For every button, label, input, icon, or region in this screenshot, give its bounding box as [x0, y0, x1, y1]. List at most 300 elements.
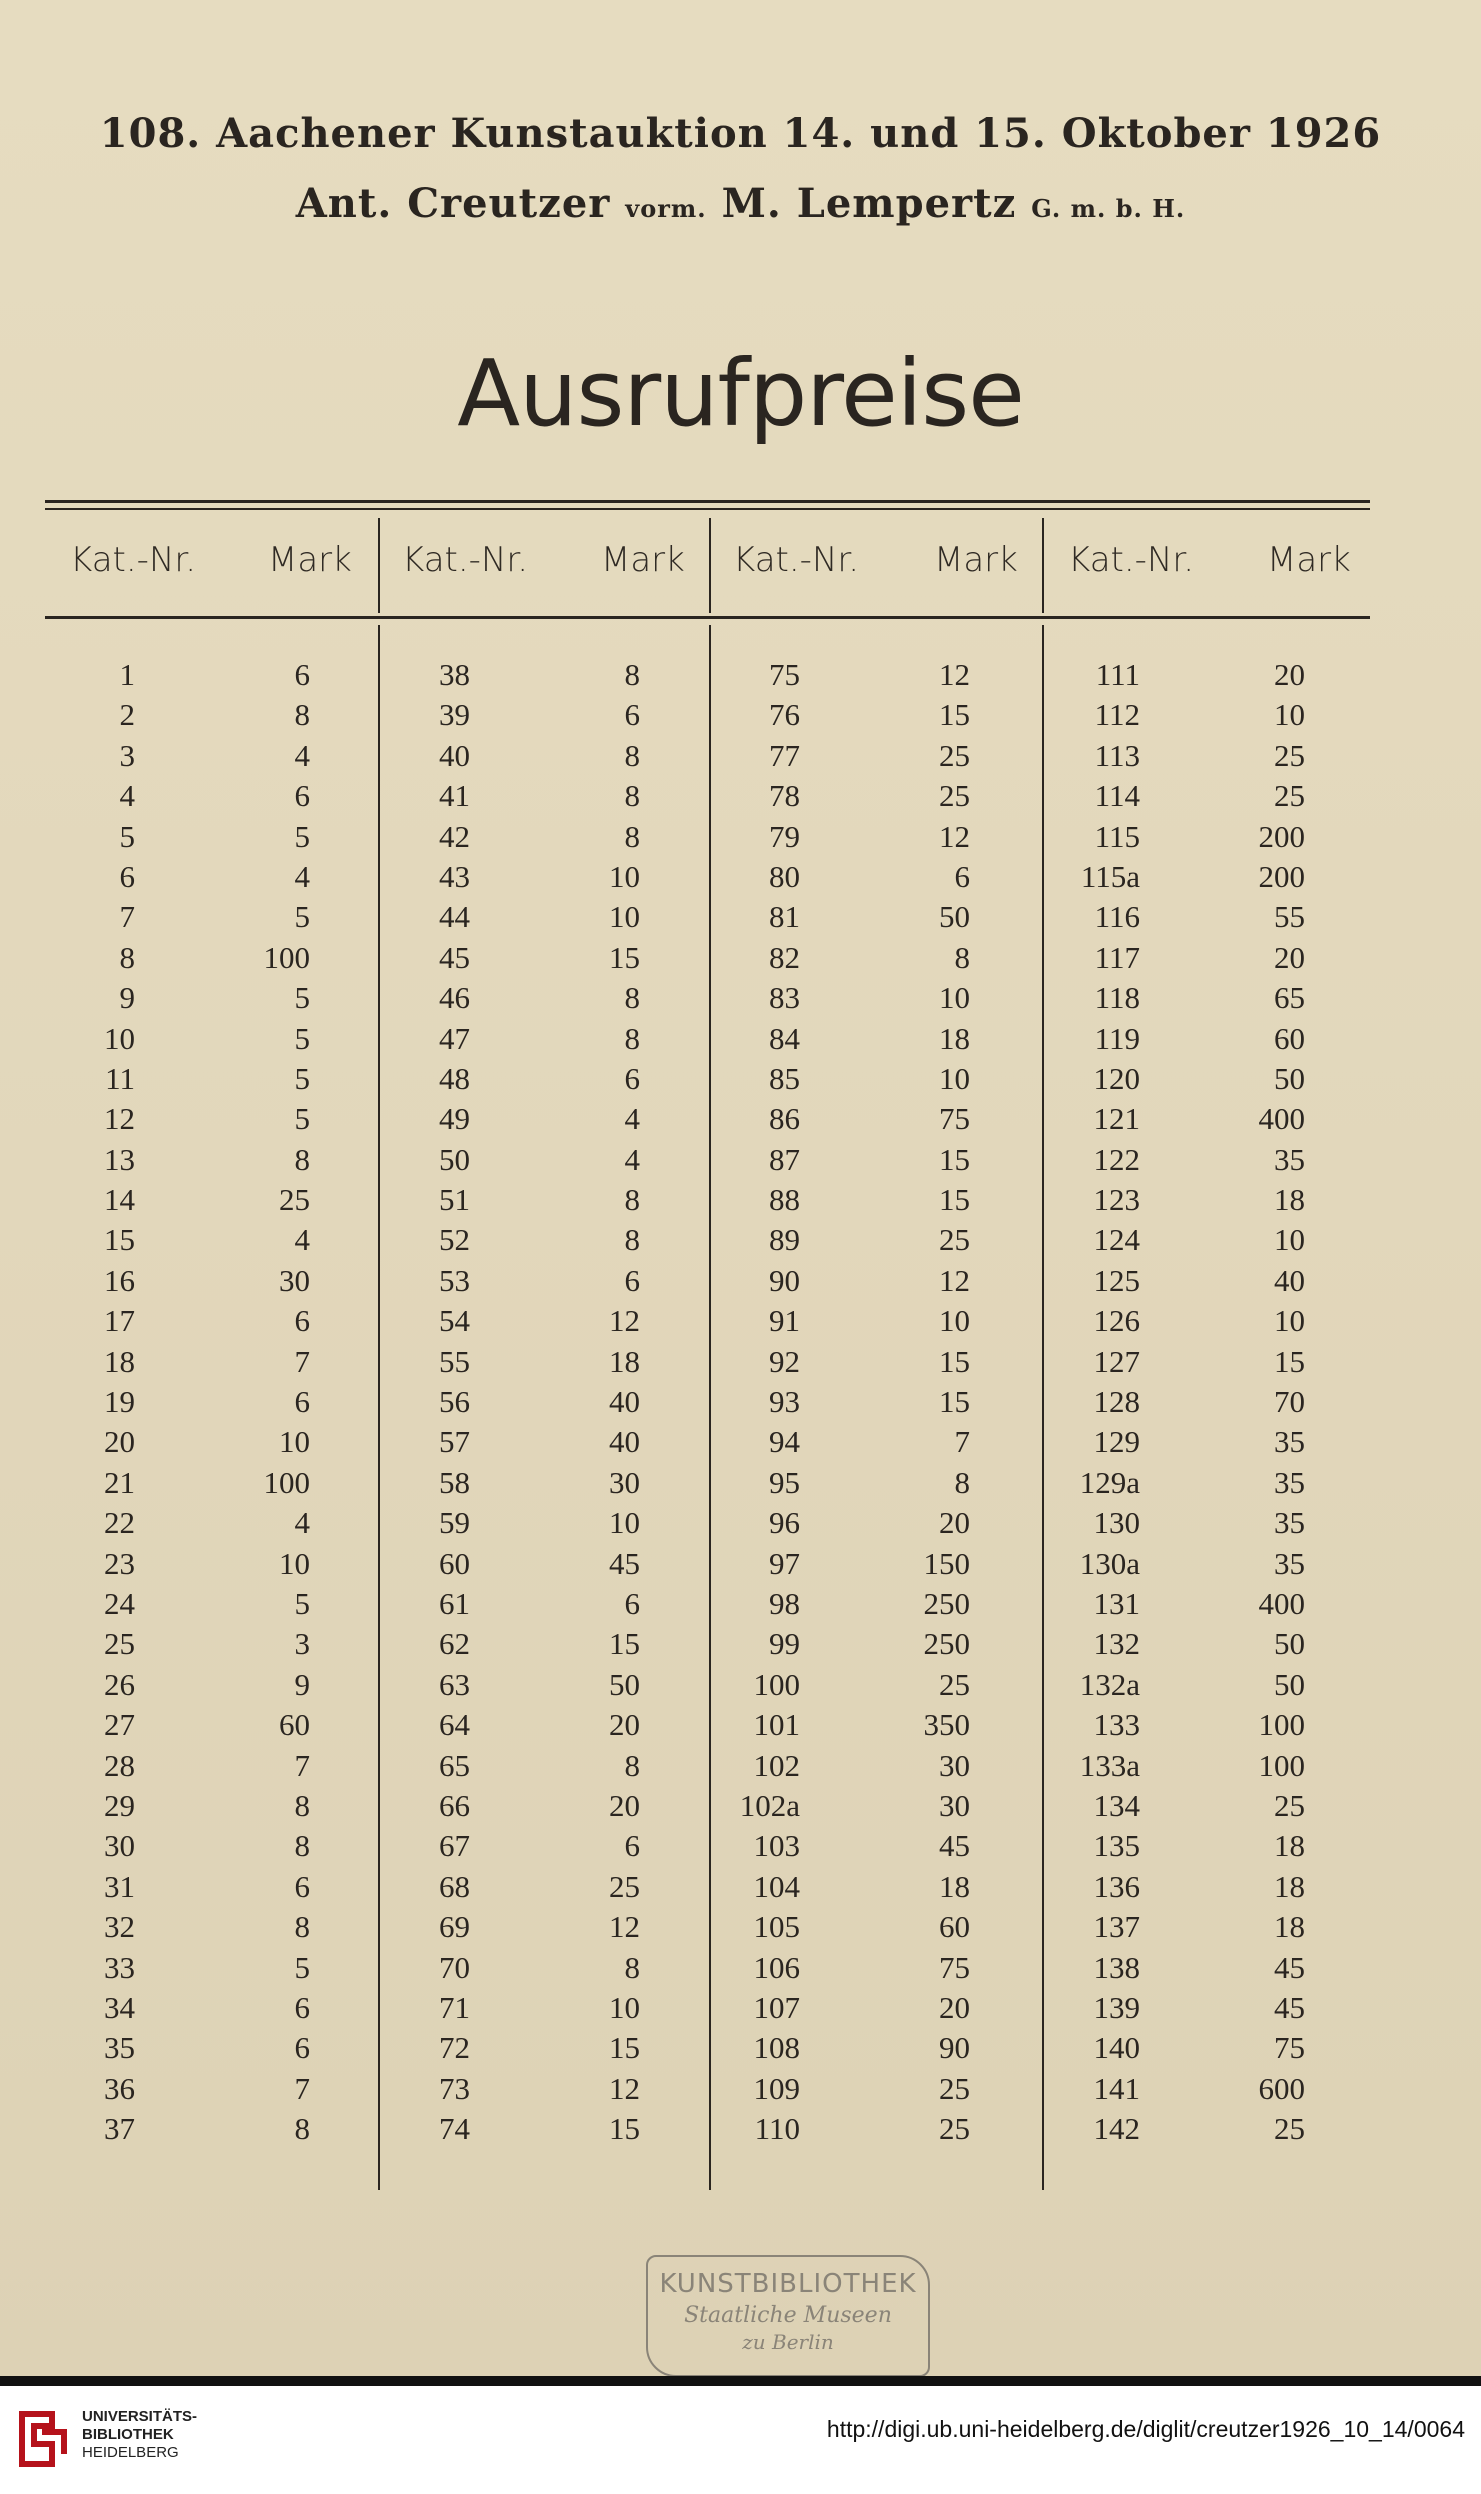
catalog-number: 58	[439, 1464, 470, 1500]
price-mark: 60	[279, 1707, 310, 1743]
catalog-number: 91	[769, 1303, 800, 1339]
price-mark: 6	[294, 2030, 310, 2066]
header-divider	[378, 518, 380, 613]
price-mark: 15	[609, 2111, 640, 2147]
price-mark: 50	[1274, 1060, 1305, 1096]
permalink-url[interactable]: http://digi.ub.uni-heidelberg.de/diglit/creutzer1926_10_14/0064	[826, 2416, 1465, 2442]
header-divider	[1042, 518, 1044, 613]
price-mark: 15	[609, 939, 640, 975]
catalog-number: 74	[439, 2111, 470, 2147]
catalog-number: 50	[439, 1141, 470, 1177]
catalog-number: 110	[754, 2111, 800, 2147]
catalog-number: 23	[104, 1545, 135, 1581]
price-mark: 40	[609, 1424, 640, 1460]
price-mark: 7	[294, 1343, 310, 1379]
price-mark: 50	[609, 1666, 640, 1702]
catalog-number: 65	[439, 1747, 470, 1783]
table-row	[0, 1624, 1481, 1664]
price-mark: 250	[923, 1585, 970, 1621]
catalog-number: 27	[104, 1707, 135, 1743]
price-mark: 4	[624, 1101, 640, 1137]
price-mark: 20	[939, 1505, 970, 1541]
catalog-number: 47	[439, 1020, 470, 1056]
catalog-number: 99	[769, 1626, 800, 1662]
catalog-number: 36	[104, 2070, 135, 2106]
table-row	[0, 776, 1481, 816]
price-mark: 9	[294, 1666, 310, 1702]
catalog-number: 134	[1093, 1787, 1140, 1823]
catalog-number: 19	[104, 1384, 135, 1420]
price-mark: 6	[624, 1828, 640, 1864]
catalog-number: 39	[439, 697, 470, 733]
price-mark: 6	[954, 858, 970, 894]
catalog-number: 80	[769, 858, 800, 894]
catalog-number: 130	[1093, 1505, 1140, 1541]
catalog-number: 85	[769, 1060, 800, 1096]
catalog-number: 115	[1094, 818, 1140, 854]
price-mark: 5	[294, 1585, 310, 1621]
catalog-number: 77	[769, 737, 800, 773]
price-mark: 18	[939, 1868, 970, 1904]
catalog-number: 129a	[1079, 1464, 1140, 1500]
price-mark: 60	[939, 1909, 970, 1945]
catalog-number: 69	[439, 1909, 470, 1945]
price-mark: 20	[1274, 939, 1305, 975]
catalog-number: 64	[439, 1707, 470, 1743]
house-name: Ant. Creutzer	[295, 180, 611, 227]
table-row	[0, 2109, 1481, 2149]
table-row	[0, 1463, 1481, 1503]
price-mark: 25	[1274, 2111, 1305, 2147]
price-mark: 4	[294, 737, 310, 773]
price-mark: 5	[294, 899, 310, 935]
price-mark: 25	[609, 1868, 640, 1904]
header-divider	[709, 518, 711, 613]
price-mark: 35	[1274, 1545, 1305, 1581]
catalog-number: 15	[104, 1222, 135, 1258]
price-mark: 8	[624, 1949, 640, 1985]
column-header-mark: Mark	[601, 540, 685, 580]
catalog-number: 53	[439, 1262, 470, 1298]
stamp-line: Staatliche Museen	[684, 2303, 892, 2328]
catalog-number: 52	[439, 1222, 470, 1258]
price-mark: 8	[294, 1828, 310, 1864]
price-mark: 55	[1274, 899, 1305, 935]
price-mark: 15	[939, 697, 970, 733]
price-mark: 200	[1258, 858, 1305, 894]
price-mark: 8	[294, 2111, 310, 2147]
price-mark: 15	[939, 1141, 970, 1177]
catalog-number: 12	[104, 1101, 135, 1137]
catalog-number: 37	[104, 2111, 135, 2147]
table-row	[0, 857, 1481, 897]
price-mark: 150	[923, 1545, 970, 1581]
price-mark: 5	[294, 1060, 310, 1096]
column-header-mark: Mark	[1267, 540, 1351, 580]
price-mark: 6	[294, 1303, 310, 1339]
catalog-number: 95	[769, 1464, 800, 1500]
ub-heidelberg-logo-icon	[12, 2404, 72, 2474]
price-mark: 15	[609, 1626, 640, 1662]
catalog-number: 112	[1094, 697, 1140, 733]
price-mark: 15	[939, 1182, 970, 1218]
top-rule-inner	[45, 508, 1370, 510]
auction-heading: 108. Aachener Kunstauktion 14. und 15. Oktober 1926	[99, 110, 1382, 157]
column-header-kat: Kat.-Nr.	[70, 540, 197, 580]
price-mark: 10	[939, 1303, 970, 1339]
price-mark: 18	[1274, 1828, 1305, 1864]
price-mark: 6	[294, 1384, 310, 1420]
price-mark: 8	[624, 1020, 640, 1056]
catalog-number: 56	[439, 1384, 470, 1420]
catalog-number: 21	[104, 1464, 135, 1500]
price-mark: 35	[1274, 1464, 1305, 1500]
price-mark: 8	[624, 737, 640, 773]
price-mark: 20	[1274, 657, 1305, 692]
table-row	[0, 1826, 1481, 1866]
price-mark: 75	[1274, 2030, 1305, 2066]
catalog-number: 102	[753, 1747, 800, 1783]
catalog-number: 33	[104, 1949, 135, 1985]
catalog-number: 73	[439, 2070, 470, 2106]
price-mark: 600	[1258, 2070, 1305, 2106]
table-row	[0, 1544, 1481, 1584]
library-stamp	[646, 2255, 930, 2377]
price-mark: 8	[624, 1222, 640, 1258]
catalog-number: 41	[439, 778, 470, 814]
catalog-number: 117	[1094, 939, 1140, 975]
table-row	[0, 1867, 1481, 1907]
catalog-number: 45	[439, 939, 470, 975]
column-header-mark: Mark	[268, 540, 352, 580]
table-row	[0, 1948, 1481, 1988]
catalog-number: 34	[104, 1989, 135, 2025]
price-mark: 4	[624, 1141, 640, 1177]
catalog-number: 102a	[739, 1787, 800, 1823]
price-mark: 18	[1274, 1909, 1305, 1945]
catalog-number: 43	[439, 858, 470, 894]
catalog-number: 22	[104, 1505, 135, 1541]
price-mark: 10	[1274, 1222, 1305, 1258]
price-mark: 8	[624, 980, 640, 1016]
price-mark: 8	[624, 657, 640, 692]
price-mark: 40	[1274, 1262, 1305, 1298]
price-mark: 6	[624, 1585, 640, 1621]
price-mark: 45	[939, 1828, 970, 1864]
catalog-number: 133	[1093, 1707, 1140, 1743]
catalog-number: 28	[104, 1747, 135, 1783]
price-mark: 30	[939, 1787, 970, 1823]
catalog-number: 124	[1093, 1222, 1140, 1258]
price-mark: 8	[954, 1464, 970, 1500]
catalog-number: 123	[1093, 1182, 1140, 1218]
catalog-number: 4	[119, 778, 135, 814]
catalog-number: 96	[769, 1505, 800, 1541]
catalog-number: 101	[753, 1707, 800, 1743]
catalog-number: 84	[769, 1020, 800, 1056]
price-mark: 400	[1258, 1101, 1305, 1137]
catalog-number: 142	[1093, 2111, 1140, 2147]
price-mark: 75	[939, 1101, 970, 1137]
catalog-number: 89	[769, 1222, 800, 1258]
catalog-number: 106	[753, 1949, 800, 1985]
catalog-number: 140	[1093, 2030, 1140, 2066]
price-mark: 18	[939, 1020, 970, 1056]
catalog-number: 122	[1093, 1141, 1140, 1177]
catalog-number: 7	[119, 899, 135, 935]
price-mark: 35	[1274, 1505, 1305, 1541]
price-mark: 50	[939, 899, 970, 935]
price-mark: 5	[294, 1101, 310, 1137]
catalog-number: 138	[1093, 1949, 1140, 1985]
catalog-number: 24	[104, 1585, 135, 1621]
catalog-number: 111	[1095, 657, 1140, 692]
price-mark: 25	[939, 737, 970, 773]
catalog-number: 132a	[1079, 1666, 1140, 1702]
price-mark: 10	[609, 1989, 640, 2025]
table-row	[0, 1220, 1481, 1260]
catalog-number: 67	[439, 1828, 470, 1864]
catalog-number: 1	[119, 657, 135, 692]
price-mark: 12	[609, 1909, 640, 1945]
catalog-number: 125	[1093, 1262, 1140, 1298]
catalog-number: 9	[119, 980, 135, 1016]
catalog-number: 100	[753, 1666, 800, 1702]
table-row	[0, 1342, 1481, 1382]
price-mark: 6	[624, 1060, 640, 1096]
catalog-number: 131	[1093, 1585, 1140, 1621]
vorm-label: vorm.	[625, 194, 707, 223]
catalog-number: 136	[1093, 1868, 1140, 1904]
catalog-number: 70	[439, 1949, 470, 1985]
price-mark: 60	[1274, 1020, 1305, 1056]
catalog-number: 133a	[1079, 1747, 1140, 1783]
catalog-number: 132	[1093, 1626, 1140, 1662]
catalog-number: 94	[769, 1424, 800, 1460]
catalog-number: 46	[439, 980, 470, 1016]
price-mark: 100	[263, 1464, 310, 1500]
price-mark: 15	[1274, 1343, 1305, 1379]
table-row	[0, 1503, 1481, 1543]
price-mark: 15	[939, 1343, 970, 1379]
catalog-number: 72	[439, 2030, 470, 2066]
catalog-number: 118	[1094, 980, 1140, 1016]
table-row	[0, 1180, 1481, 1220]
catalog-number: 141	[1093, 2070, 1140, 2106]
price-mark: 25	[1274, 1787, 1305, 1823]
catalog-number: 119	[1094, 1020, 1140, 1056]
price-mark: 5	[294, 1020, 310, 1056]
catalog-number: 6	[119, 858, 135, 894]
table-row	[0, 1099, 1481, 1139]
header-rule	[45, 616, 1370, 619]
catalog-number: 86	[769, 1101, 800, 1137]
price-mark: 6	[624, 697, 640, 733]
catalog-number: 83	[769, 980, 800, 1016]
price-mark: 8	[294, 1787, 310, 1823]
library-name-line: HEIDELBERG	[82, 2444, 179, 2461]
table-row	[0, 1665, 1481, 1705]
table-row	[0, 1584, 1481, 1624]
price-mark: 5	[294, 980, 310, 1016]
catalog-number: 82	[769, 939, 800, 975]
page-title: Ausrufpreise	[457, 340, 1024, 447]
price-mark: 8	[624, 818, 640, 854]
catalog-number: 18	[104, 1343, 135, 1379]
catalog-number: 120	[1093, 1060, 1140, 1096]
catalog-number: 113	[1094, 737, 1140, 773]
price-mark: 250	[923, 1626, 970, 1662]
catalog-number: 60	[439, 1545, 470, 1581]
stamp-line: zu Berlin	[742, 2330, 834, 2354]
price-mark: 5	[294, 818, 310, 854]
price-mark: 100	[1258, 1707, 1305, 1743]
catalog-number: 55	[439, 1343, 470, 1379]
price-mark: 12	[939, 1262, 970, 1298]
price-mark: 10	[279, 1545, 310, 1581]
catalog-number: 79	[769, 818, 800, 854]
price-mark: 65	[1274, 980, 1305, 1016]
table-row	[0, 2028, 1481, 2068]
price-mark: 25	[279, 1182, 310, 1218]
catalog-number: 44	[439, 899, 470, 935]
catalog-number: 127	[1093, 1343, 1140, 1379]
catalog-number: 103	[753, 1828, 800, 1864]
top-rule-outer	[45, 500, 1370, 503]
price-mark: 10	[609, 858, 640, 894]
price-mark: 45	[1274, 1989, 1305, 2025]
price-mark: 12	[939, 657, 970, 692]
catalog-number: 14	[104, 1182, 135, 1218]
price-mark: 10	[939, 980, 970, 1016]
price-mark: 400	[1258, 1585, 1305, 1621]
table-row	[0, 1261, 1481, 1301]
catalog-number: 30	[104, 1828, 135, 1864]
price-mark: 20	[609, 1787, 640, 1823]
price-mark: 30	[939, 1747, 970, 1783]
price-mark: 70	[1274, 1384, 1305, 1420]
catalog-number: 71	[439, 1989, 470, 2025]
table-row	[0, 1907, 1481, 1947]
footer-bar	[0, 2376, 1481, 2386]
catalog-number: 57	[439, 1424, 470, 1460]
catalog-number: 40	[439, 737, 470, 773]
price-mark: 7	[294, 1747, 310, 1783]
price-mark: 6	[624, 1262, 640, 1298]
catalog-number: 97	[769, 1545, 800, 1581]
catalog-number: 3	[119, 737, 135, 773]
catalog-number: 92	[769, 1343, 800, 1379]
column-header-kat: Kat.-Nr.	[1068, 540, 1195, 580]
price-mark: 6	[294, 1989, 310, 2025]
price-mark: 25	[939, 2111, 970, 2147]
price-mark: 8	[624, 778, 640, 814]
predecessor-name: M. Lempertz	[721, 180, 1017, 227]
table-row	[0, 695, 1481, 735]
catalog-number: 25	[104, 1626, 135, 1662]
library-name	[82, 2408, 197, 2462]
catalog-number: 98	[769, 1585, 800, 1621]
catalog-number: 11	[105, 1060, 135, 1096]
catalog-number: 49	[439, 1101, 470, 1137]
price-mark: 6	[294, 1868, 310, 1904]
catalog-number: 78	[769, 778, 800, 814]
catalog-number: 66	[439, 1787, 470, 1823]
table-row	[0, 2069, 1481, 2109]
catalog-number: 139	[1093, 1989, 1140, 2025]
library-name-line: BIBLIOTHEK	[82, 2426, 174, 2443]
catalog-number: 31	[104, 1868, 135, 1904]
catalog-number: 116	[1094, 899, 1140, 935]
table-row	[0, 1019, 1481, 1059]
price-mark: 12	[609, 1303, 640, 1339]
price-mark: 100	[263, 939, 310, 975]
table-row	[0, 1382, 1481, 1422]
price-mark: 10	[279, 1424, 310, 1460]
catalog-number: 10	[104, 1020, 135, 1056]
price-mark: 15	[939, 1384, 970, 1420]
auction-house-heading	[0, 180, 1481, 227]
catalog-number: 2	[119, 697, 135, 733]
price-mark: 5	[294, 1949, 310, 1985]
catalog-number: 29	[104, 1787, 135, 1823]
table-row	[0, 978, 1481, 1018]
table-row	[0, 1140, 1481, 1180]
price-mark: 10	[1274, 1303, 1305, 1339]
table-row	[0, 1786, 1481, 1826]
table-row	[0, 1301, 1481, 1341]
price-mark: 25	[939, 1666, 970, 1702]
price-mark: 100	[1258, 1747, 1305, 1783]
catalog-number: 17	[104, 1303, 135, 1339]
catalog-number: 109	[753, 2070, 800, 2106]
table-row	[0, 1422, 1481, 1462]
price-mark: 8	[624, 1182, 640, 1218]
catalog-number: 51	[439, 1182, 470, 1218]
price-mark: 200	[1258, 818, 1305, 854]
price-mark: 7	[294, 2070, 310, 2106]
price-mark: 350	[923, 1707, 970, 1743]
catalog-number: 48	[439, 1060, 470, 1096]
price-mark: 10	[939, 1060, 970, 1096]
catalog-number: 5	[119, 818, 135, 854]
price-mark: 20	[609, 1707, 640, 1743]
price-mark: 12	[939, 818, 970, 854]
catalog-number: 59	[439, 1505, 470, 1541]
catalog-number: 105	[753, 1909, 800, 1945]
catalog-number: 93	[769, 1384, 800, 1420]
price-mark: 6	[294, 657, 310, 692]
catalog-number: 104	[753, 1868, 800, 1904]
price-mark: 4	[294, 1222, 310, 1258]
price-mark: 15	[609, 2030, 640, 2066]
catalog-number: 115a	[1080, 858, 1140, 894]
catalog-number: 121	[1093, 1101, 1140, 1137]
price-mark: 25	[939, 1222, 970, 1258]
catalog-number: 129	[1093, 1424, 1140, 1460]
price-mark: 10	[609, 1505, 640, 1541]
table-row	[0, 897, 1481, 937]
table-row	[0, 736, 1481, 776]
table-row	[0, 655, 1481, 695]
price-column	[0, 655, 1481, 2149]
price-mark: 18	[609, 1343, 640, 1379]
price-mark: 18	[1274, 1868, 1305, 1904]
price-mark: 10	[609, 899, 640, 935]
catalog-number: 54	[439, 1303, 470, 1339]
price-mark: 90	[939, 2030, 970, 2066]
price-mark: 4	[294, 1505, 310, 1541]
